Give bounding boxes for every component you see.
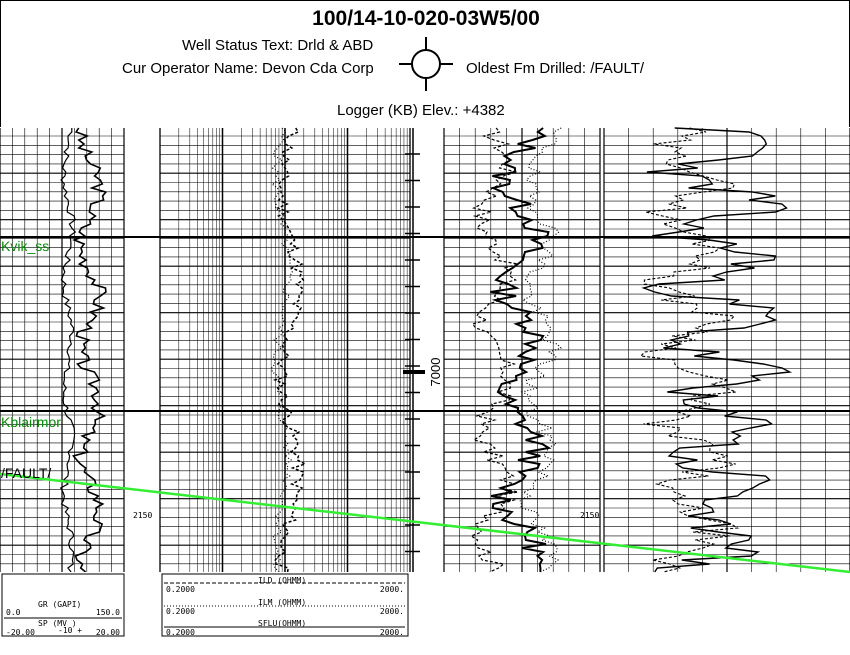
well-header <box>0 0 850 128</box>
log-legend <box>0 572 410 655</box>
top-label-kblairmor: Kblairmor <box>1 414 61 430</box>
legend-sflu-min: 0.2000 <box>166 628 195 637</box>
well-status-text: Well Status Text: Drld & ABD <box>182 37 374 54</box>
legend-ild-name: ILD (OHMM) <box>258 576 307 585</box>
depth-label-left: 2150 <box>133 511 153 520</box>
well-log-image <box>0 127 850 655</box>
top-label-fault: /FAULT/ <box>1 465 52 481</box>
oldest-formation: Oldest Fm Drilled: /FAULT/ <box>466 60 645 77</box>
legend-sflu-name: SFLU(OHMM) <box>258 619 307 628</box>
well-symbol-icon <box>399 37 453 91</box>
legend-sflu-max: 2000. <box>379 628 404 637</box>
top-label-kvik: Kvik_ss <box>1 238 50 254</box>
legend-sp-mid: -10 + <box>58 626 83 635</box>
legend-gr-min: 0.0 <box>6 608 21 617</box>
logger-elevation: Logger (KB) Elev.: +4382 <box>337 102 505 119</box>
legend-ild-max: 2000. <box>379 585 404 594</box>
legend-sp-max: 20.00 <box>95 628 120 637</box>
depth-label-right: 2150 <box>580 511 600 520</box>
legend-sp-name: SP (MV ) <box>38 619 77 628</box>
operator-name: Cur Operator Name: Devon Cda Corp <box>122 60 374 77</box>
legend-ilm-min: 0.2000 <box>166 607 195 616</box>
depth-label-7000: 7000 <box>428 357 443 387</box>
legend-gr-name: GR (GAPI) <box>38 600 82 609</box>
legend-sp-min: -20.00 <box>6 628 35 637</box>
legend-ilm-name: ILM (OHMM) <box>258 598 307 607</box>
legend-gr-max: 150.0 <box>95 608 120 617</box>
legend-ilm-max: 2000. <box>379 607 404 616</box>
well-title: 100/14-10-020-03W5/00 <box>312 7 540 30</box>
legend-ild-min: 0.2000 <box>166 585 195 594</box>
